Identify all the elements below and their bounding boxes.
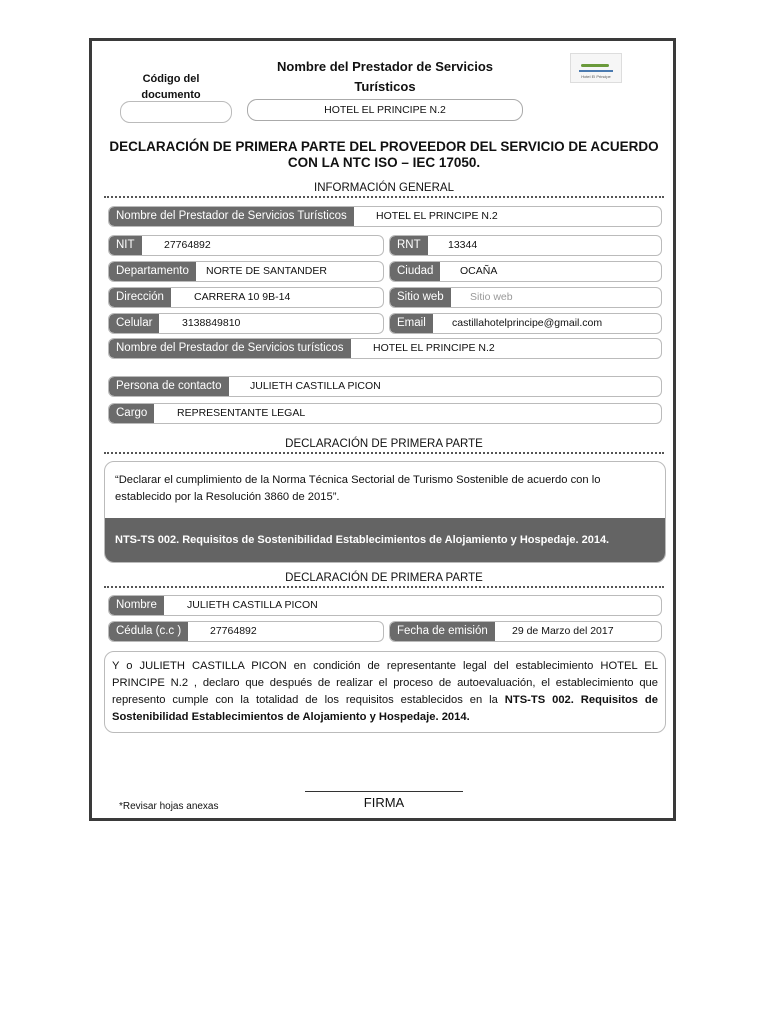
statement-part-1: Y o bbox=[112, 660, 140, 672]
signature-label: FIRMA bbox=[363, 795, 405, 810]
department-value: NORTE DE SANTANDER bbox=[206, 265, 327, 277]
statement-hotel-name: HOTEL EL PRINCIPE N.2 bbox=[112, 660, 658, 689]
issue-date-row[interactable] bbox=[389, 621, 662, 642]
signature-line bbox=[305, 791, 463, 792]
website-label: Sitio web bbox=[390, 288, 451, 307]
city-row[interactable] bbox=[389, 261, 662, 282]
address-label: Dirección bbox=[109, 288, 171, 307]
phone-row[interactable] bbox=[108, 313, 384, 334]
signer-name-value: JULIETH CASTILLA PICON bbox=[187, 599, 318, 611]
statement-part-2: en condición de representante legal del establecimiento bbox=[286, 660, 601, 672]
issue-date-value: 29 de Marzo del 2017 bbox=[512, 625, 614, 637]
standard-banner: NTS-TS 002. Requisitos de Sostenibilidad Establecimientos de Alojamiento y Hospedaje. 2014. bbox=[105, 518, 665, 562]
document-code-field[interactable] bbox=[120, 101, 232, 123]
address-value: CARRERA 10 9B-14 bbox=[194, 291, 291, 303]
annex-note: *Revisar hojas anexas bbox=[119, 801, 219, 812]
contact-person-value: JULIETH CASTILLA PICON bbox=[250, 380, 381, 392]
general-info-heading: INFORMACIÓN GENERAL bbox=[104, 181, 664, 198]
provider-name-value: HOTEL EL PRINCIPE N.2 bbox=[376, 210, 498, 222]
rnt-row[interactable] bbox=[389, 235, 662, 256]
logo-text: Hotel El Principe bbox=[581, 74, 611, 79]
city-value: OCAÑA bbox=[460, 265, 498, 277]
nit-value: 27764892 bbox=[164, 239, 211, 251]
id-number-label: Cédula (c.c ) bbox=[109, 622, 188, 641]
email-row[interactable] bbox=[389, 313, 662, 334]
provider-name-row[interactable] bbox=[108, 206, 662, 227]
contact-person-row[interactable] bbox=[108, 376, 662, 397]
role-label: Cargo bbox=[109, 404, 154, 423]
declaration-quote-box bbox=[104, 461, 666, 563]
signer-name-row[interactable] bbox=[108, 595, 662, 616]
rnt-value: 13344 bbox=[448, 239, 478, 251]
declaration-title: DECLARACIÓN DE PRIMERA PARTE DEL PROVEEDOR DEL SERVICIO DE ACUERDO CON LA NTC ISO – IEC 17050. bbox=[109, 139, 659, 170]
provider-name-2-label: Nombre del Prestador de Servicios turísticos bbox=[109, 339, 351, 358]
declaration-statement bbox=[104, 651, 666, 733]
phone-label: Celular bbox=[109, 314, 159, 333]
role-row[interactable] bbox=[108, 403, 662, 424]
document-code-label: Código del documento bbox=[141, 73, 201, 101]
statement-standard: NTS-TS 002. Requisitos de Sostenibilidad Establecimientos de Alojamiento y Hospedaje. 2014. bbox=[112, 694, 658, 723]
declaration-quote: “Declarar el cumplimiento de la Norma Técnica Sectorial de Turismo Sostenible de acuerdo con lo establecido por la Resolución 3860 de 2015”. bbox=[115, 474, 601, 503]
city-label: Ciudad bbox=[390, 262, 440, 281]
provider-name-2-row[interactable] bbox=[108, 338, 662, 359]
nit-label: NIT bbox=[109, 236, 142, 255]
logo-line-shape bbox=[579, 70, 613, 72]
department-label: Departamento bbox=[109, 262, 196, 281]
provider-name-label: Nombre del Prestador de Servicios Turísticos bbox=[109, 207, 354, 226]
address-row[interactable] bbox=[108, 287, 384, 308]
role-value: REPRESENTANTE LEGAL bbox=[177, 407, 306, 419]
nit-row[interactable] bbox=[108, 235, 384, 256]
department-row[interactable] bbox=[108, 261, 384, 282]
statement-signer-name: JULIETH CASTILLA PICON bbox=[139, 660, 287, 672]
email-label: Email bbox=[390, 314, 433, 333]
declaration-form bbox=[89, 38, 676, 821]
phone-value: 3138849810 bbox=[182, 317, 241, 329]
rnt-label: RNT bbox=[390, 236, 428, 255]
signer-name-label: Nombre bbox=[109, 596, 164, 615]
website-placeholder: Sitio web bbox=[470, 291, 513, 303]
website-row[interactable] bbox=[389, 287, 662, 308]
contact-person-label: Persona de contacto bbox=[109, 377, 229, 396]
email-value: castillahotelprincipe@gmail.com bbox=[452, 317, 603, 329]
first-party-heading: DECLARACIÓN DE PRIMERA PARTE bbox=[104, 437, 664, 454]
id-number-row[interactable] bbox=[108, 621, 384, 642]
statement-part-3: , declaro que después de realizar el proceso de autoevaluación, el establecimiento que represento cumple con la totalidad de los requisitos establecidos en la bbox=[112, 677, 659, 706]
provider-title: Nombre del Prestador de Servicios Turísticos bbox=[276, 59, 494, 94]
provider-name-2-value: HOTEL EL PRINCIPE N.2 bbox=[373, 342, 495, 354]
hotel-name-field[interactable]: HOTEL EL PRINCIPE N.2 bbox=[247, 99, 523, 121]
signer-heading: DECLARACIÓN DE PRIMERA PARTE bbox=[104, 571, 664, 588]
hotel-logo bbox=[570, 53, 622, 83]
id-number-value: 27764892 bbox=[210, 625, 257, 637]
issue-date-label: Fecha de emisión bbox=[390, 622, 495, 641]
logo-roof-shape bbox=[581, 64, 609, 67]
